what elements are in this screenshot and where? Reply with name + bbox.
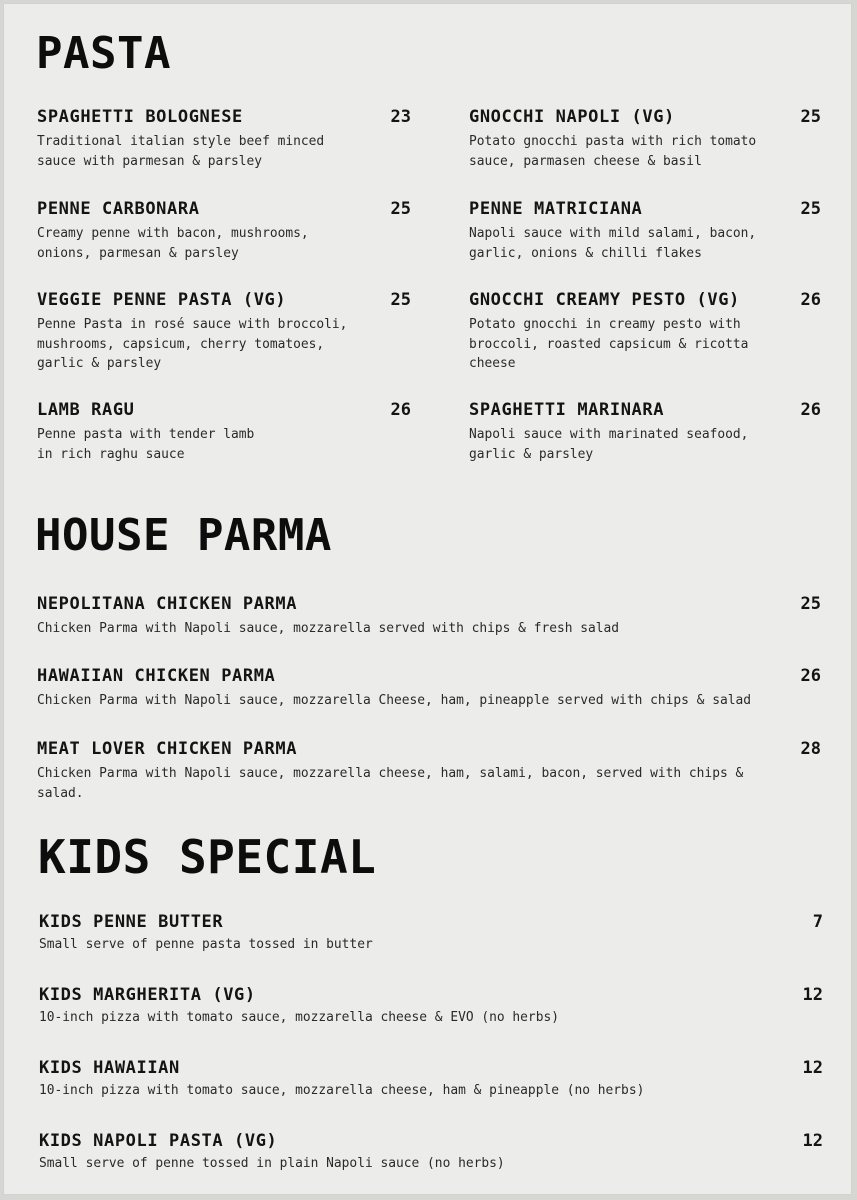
menu-item	[469, 290, 821, 374]
item-price: 7	[812, 912, 823, 932]
item-name: KIDS PENNE BUTTER	[39, 912, 224, 932]
item-price: 26	[800, 290, 821, 310]
item-price: 26	[390, 400, 411, 420]
item-name: VEGGIE PENNE PASTA (VG)	[37, 290, 287, 310]
item-price: 12	[802, 985, 823, 1005]
item-name: NEPOLITANA CHICKEN PARMA	[37, 594, 298, 614]
item-price: 12	[802, 1058, 823, 1078]
item-price: 26	[800, 666, 821, 686]
item-name: HAWAIIAN CHICKEN PARMA	[37, 666, 276, 686]
item-name: SPAGHETTI MARINARA	[469, 400, 665, 420]
item-description: Small serve of penne tossed in plain Napoli sauce (no herbs)	[39, 1156, 505, 1171]
item-name: KIDS MARGHERITA (VG)	[39, 985, 256, 1005]
item-description: Napoli sauce with mild salami, bacon, garlic, onions & chilli flakes	[469, 226, 757, 261]
item-name: LAMB RAGU	[37, 400, 135, 420]
section-title-house-parma: HOUSE PARMA	[35, 510, 332, 561]
item-description: 10-inch pizza with tomato sauce, mozzarella cheese, ham & pineapple (no herbs)	[39, 1083, 645, 1098]
menu-item	[469, 199, 821, 263]
item-description: Potato gnocchi pasta with rich tomato sauce, parmasen cheese & basil	[469, 134, 757, 169]
item-description: Potato gnocchi in creamy pesto with broccoli, roasted capsicum & ricotta cheese	[469, 317, 749, 371]
section-title-pasta: PASTA	[36, 28, 171, 79]
menu-item	[37, 290, 411, 374]
item-price: 28	[800, 739, 821, 759]
menu-item	[37, 666, 821, 711]
item-name: KIDS HAWAIIAN	[39, 1058, 180, 1078]
item-price: 26	[800, 400, 821, 420]
item-name: GNOCCHI CREAMY PESTO (VG)	[469, 290, 740, 310]
menu-item	[37, 400, 411, 464]
menu-item	[469, 400, 821, 464]
menu-item	[39, 1131, 823, 1174]
menu-item	[37, 594, 821, 639]
item-description: Napoli sauce with marinated seafood, garlic & parsley	[469, 427, 749, 462]
item-name: KIDS NAPOLI PASTA (VG)	[39, 1131, 278, 1151]
item-price: 25	[390, 290, 411, 310]
item-price: 23	[390, 107, 411, 127]
item-name: PENNE MATRICIANA	[469, 199, 643, 219]
item-description: Penne Pasta in rosé sauce with broccoli, mushrooms, capsicum, cherry tomatoes, garlic & parsley	[37, 317, 348, 371]
item-description: Small serve of penne pasta tossed in butter	[39, 937, 373, 952]
item-price: 12	[802, 1131, 823, 1151]
item-description: Chicken Parma with Napoli sauce, mozzarella Cheese, ham, pineapple served with chips & salad	[37, 693, 751, 708]
item-description: Traditional italian style beef minced sauce with parmesan & parsley	[37, 134, 325, 169]
menu-item	[39, 912, 823, 955]
menu-item	[39, 1058, 823, 1101]
item-description: Penne pasta with tender lamb in rich raghu sauce	[37, 427, 255, 462]
menu-item	[37, 739, 821, 803]
section-title-kids-special: KIDS SPECIAL	[38, 830, 377, 884]
item-price: 25	[390, 199, 411, 219]
item-name: MEAT LOVER CHICKEN PARMA	[37, 739, 298, 759]
item-name: PENNE CARBONARA	[37, 199, 200, 219]
item-price: 25	[800, 199, 821, 219]
menu-item	[39, 985, 823, 1028]
item-price: 25	[800, 107, 821, 127]
item-name: GNOCCHI NAPOLI (VG)	[469, 107, 675, 127]
menu-page	[3, 3, 852, 1195]
menu-item	[37, 199, 411, 263]
item-price: 25	[800, 594, 821, 614]
menu-item	[469, 107, 821, 171]
item-description: Creamy penne with bacon, mushrooms, onions, parmesan & parsley	[37, 226, 309, 261]
item-name: SPAGHETTI BOLOGNESE	[37, 107, 243, 127]
menu-item	[37, 107, 411, 171]
item-description: 10-inch pizza with tomato sauce, mozzarella cheese & EVO (no herbs)	[39, 1010, 559, 1025]
item-description: Chicken Parma with Napoli sauce, mozzarella cheese, ham, salami, bacon, served with chips & salad.	[37, 766, 744, 801]
item-description: Chicken Parma with Napoli sauce, mozzarella served with chips & fresh salad	[37, 621, 620, 636]
